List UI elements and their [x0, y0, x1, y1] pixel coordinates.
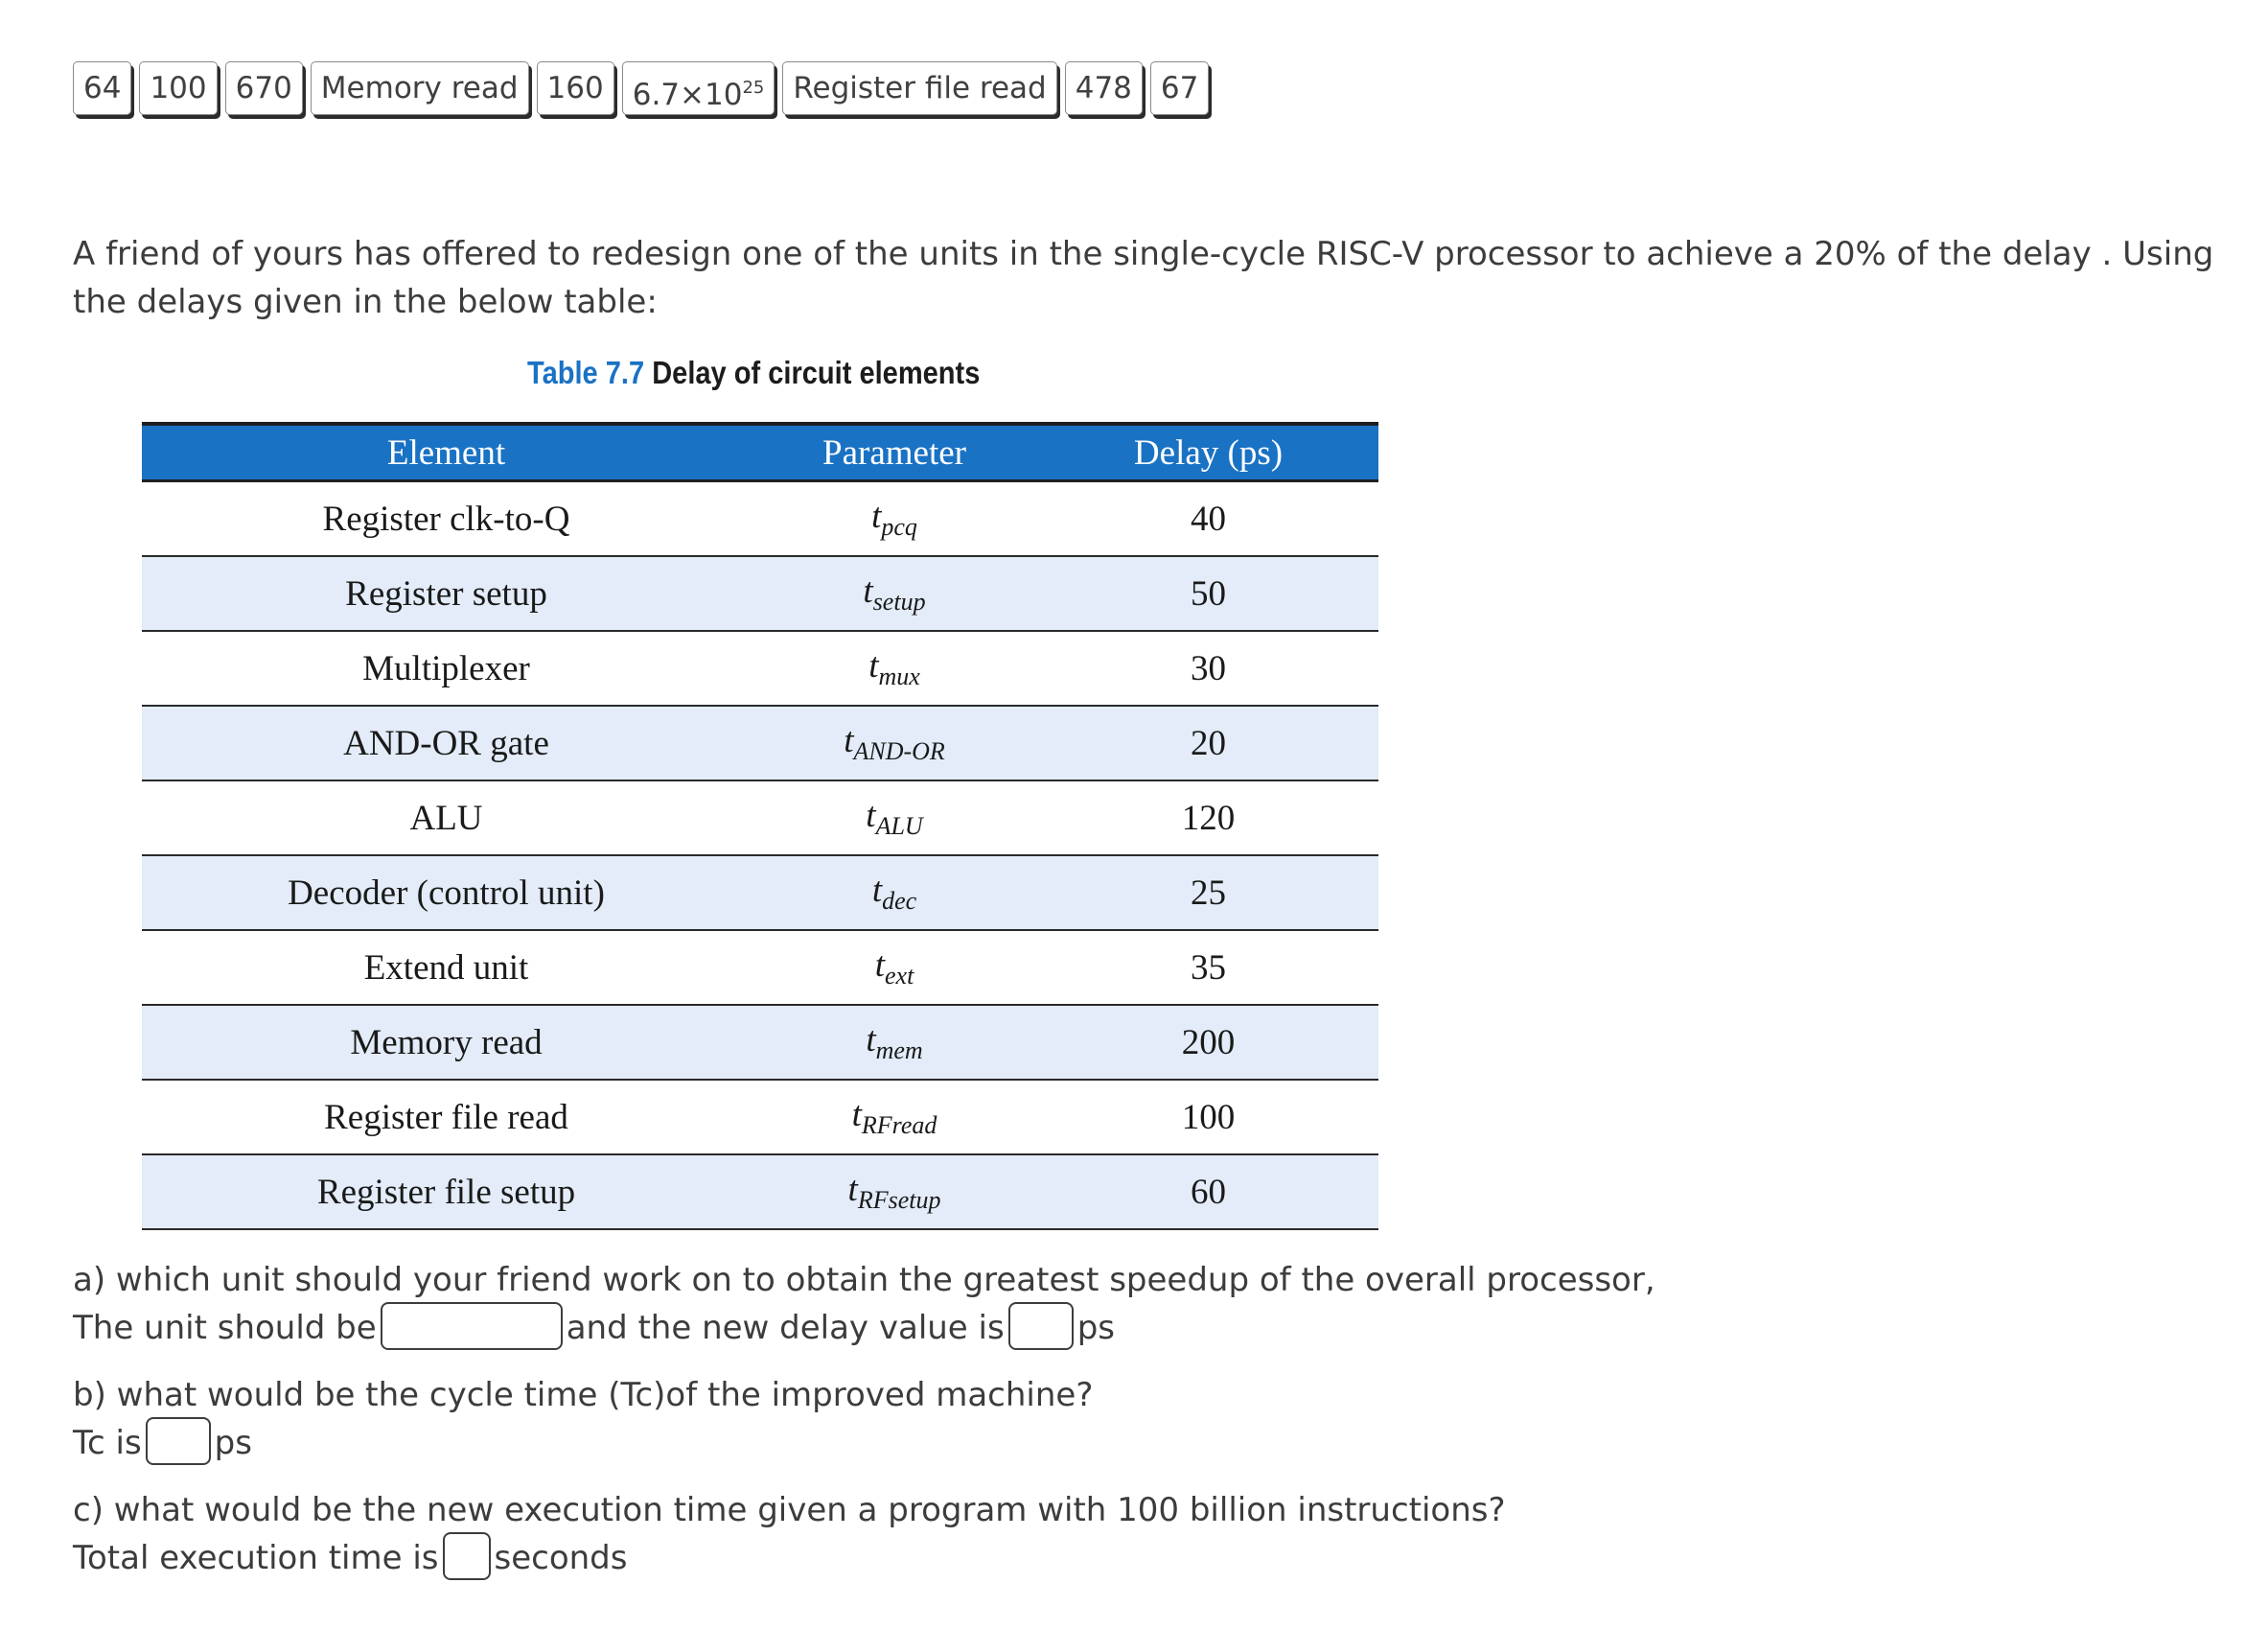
parameter-cell: $t_{mux}$	[751, 631, 1038, 706]
table-row	[142, 481, 1378, 557]
question-b	[73, 1371, 1093, 1469]
execution-time-drop-zone[interactable]	[443, 1532, 491, 1580]
question-b-label: Tc is	[73, 1424, 142, 1462]
table-row	[142, 780, 1378, 855]
question-c-answer-line	[73, 1534, 1506, 1584]
parameter-cell: $t_{RFread}$	[751, 1080, 1038, 1154]
question-c	[73, 1486, 1506, 1584]
delay-cell: 60	[1038, 1154, 1378, 1229]
delay-cell: 40	[1038, 481, 1378, 557]
question-a-prompt: a) which unit should your friend work on to obtain the greatest speedup of the overall processor,	[73, 1261, 1655, 1299]
unit-ps-label: ps	[214, 1424, 252, 1462]
element-cell: ALU	[142, 780, 751, 855]
table-caption-title: Delay of circuit elements	[652, 355, 981, 390]
answer-chip-base: 6.7×10	[632, 78, 743, 112]
parameter-cell: $t_{RFsetup}$	[751, 1154, 1038, 1229]
parameter-cell: $t_{ext}$	[751, 930, 1038, 1005]
answer-chip-bank	[73, 61, 1209, 115]
parameter-cell: $t_{pcq}$	[751, 481, 1038, 557]
question-c-prompt: c) what would be the new execution time given a program with 100 billion instructions?	[73, 1491, 1506, 1529]
table-row	[142, 556, 1378, 631]
parameter-cell: $t_{setup}$	[751, 556, 1038, 631]
element-cell: Decoder (control unit)	[142, 855, 751, 930]
answer-chip[interactable]: 64	[73, 61, 131, 115]
unit-drop-zone[interactable]	[381, 1302, 563, 1350]
unit-seconds-label: seconds	[494, 1539, 628, 1577]
parameter-cell: $t_{ALU}$	[751, 780, 1038, 855]
answer-chip[interactable]	[622, 61, 775, 115]
parameter-cell: $t_{AND-OR}$	[751, 706, 1038, 780]
answer-chip[interactable]: 478	[1065, 61, 1143, 115]
question-a	[73, 1256, 1655, 1354]
element-cell: Memory read	[142, 1005, 751, 1080]
question-b-prompt: b) what would be the cycle time (Tc)of the improved machine?	[73, 1376, 1094, 1414]
table-caption	[527, 355, 980, 391]
new-delay-drop-zone[interactable]	[1008, 1302, 1074, 1350]
parameter-cell: $t_{mem}$	[751, 1005, 1038, 1080]
table-row	[142, 706, 1378, 780]
table-row	[142, 1154, 1378, 1229]
answer-chip[interactable]: 160	[537, 61, 614, 115]
intro-text-2: . Using the delays given in the below table:	[73, 235, 2214, 321]
delay-cell: 100	[1038, 1080, 1378, 1154]
column-header: Delay (ps)	[1038, 424, 1378, 481]
delay-cell: 200	[1038, 1005, 1378, 1080]
intro-text-1: A friend of yours has offered to redesign one of the units in the single-cycle RISC-V processor to achieve a	[73, 235, 1815, 273]
column-header: Parameter	[751, 424, 1038, 481]
delay-cell: 120	[1038, 780, 1378, 855]
answer-chip[interactable]: Register file read	[782, 61, 1056, 115]
answer-chip[interactable]: Memory read	[311, 61, 529, 115]
table-row	[142, 1080, 1378, 1154]
delay-table	[142, 422, 1378, 1230]
answer-chip[interactable]: 100	[139, 61, 217, 115]
delay-cell: 25	[1038, 855, 1378, 930]
question-a-answer-line	[73, 1304, 1655, 1354]
table-caption-number: Table 7.7	[527, 355, 645, 390]
column-header: Element	[142, 424, 751, 481]
unit-ps-label: ps	[1076, 1309, 1115, 1347]
delay-cell: 20	[1038, 706, 1378, 780]
answer-chip-exponent: 25	[742, 78, 765, 98]
table-row	[142, 930, 1378, 1005]
question-b-answer-line	[73, 1419, 1093, 1469]
delay-cell: 50	[1038, 556, 1378, 631]
element-cell: Register file read	[142, 1080, 751, 1154]
question-a-mid-label: and the new delay value is	[566, 1309, 1005, 1347]
table-row	[142, 1005, 1378, 1080]
parameter-cell: $t_{dec}$	[751, 855, 1038, 930]
answer-chip[interactable]: 67	[1150, 61, 1209, 115]
question-intro	[73, 230, 2220, 326]
cycle-time-drop-zone[interactable]	[146, 1417, 211, 1465]
delay-cell: 30	[1038, 631, 1378, 706]
element-cell: Extend unit	[142, 930, 751, 1005]
element-cell: AND-OR gate	[142, 706, 751, 780]
delay-cell: 35	[1038, 930, 1378, 1005]
answer-chip[interactable]: 670	[225, 61, 303, 115]
table-row	[142, 855, 1378, 930]
question-c-label: Total execution time is	[73, 1539, 439, 1577]
intro-highlight: 20% of the delay	[1814, 235, 2092, 273]
element-cell: Register setup	[142, 556, 751, 631]
element-cell: Register clk-to-Q	[142, 481, 751, 557]
element-cell: Register file setup	[142, 1154, 751, 1229]
question-a-label: The unit should be	[73, 1309, 377, 1347]
table-header-row	[142, 424, 1378, 481]
table-row	[142, 631, 1378, 706]
element-cell: Multiplexer	[142, 631, 751, 706]
